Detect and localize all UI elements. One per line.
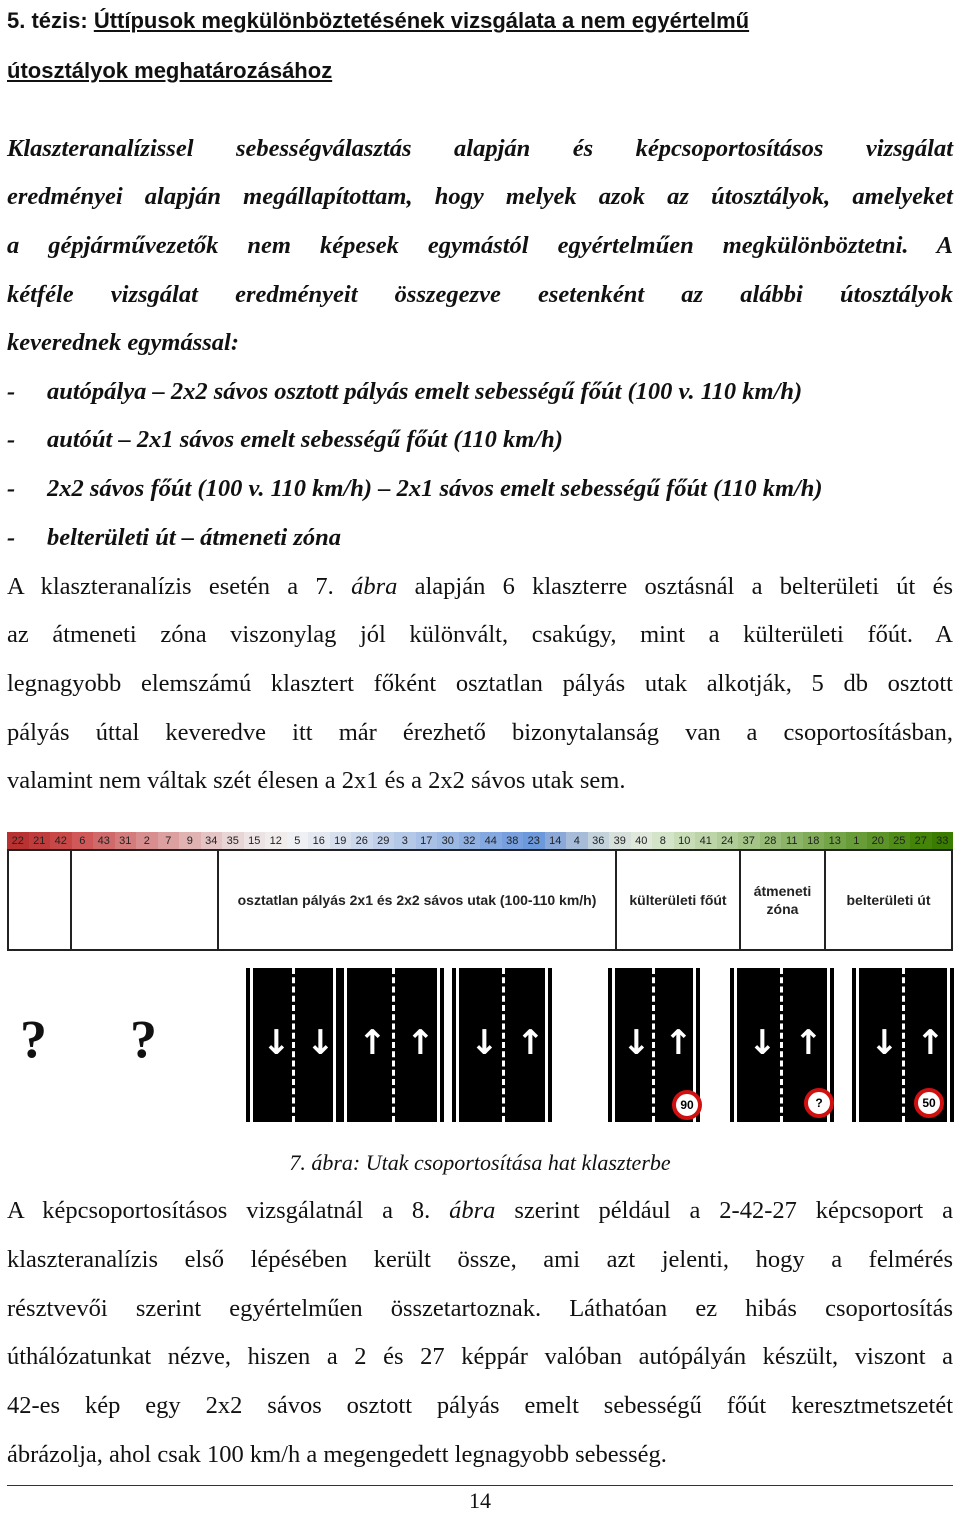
strip-cell: 21 <box>29 832 51 850</box>
intro-line-1: Klaszteranalízissel sebességválasztás alapján és képcsoportosításos vizsgálat <box>7 135 953 162</box>
strip-cell: 33 <box>932 832 954 850</box>
up-arrow-icon: ↑ <box>406 1023 435 1063</box>
speed-limit-sign-icon: ? <box>804 1088 834 1118</box>
strip-cell: 40 <box>631 832 653 850</box>
thesis-number: 5. tézis: <box>7 8 94 33</box>
road-image-divided-2x2 <box>340 968 444 1122</box>
strip-cell: 1 <box>846 832 868 850</box>
list-item: - autóút – 2x1 sávos emelt sebességű főút (110 km/h) <box>7 426 563 453</box>
para1-line-3: legnagyobb elemszámú klasztert főként osztatlan pályás utak alkotják, 5 db osztott <box>7 670 953 697</box>
cluster-box: osztatlan pályás 2x1 és 2x2 sávos utak (100-110 km/h) <box>219 851 617 949</box>
cluster-box: belterületi út <box>846 891 931 908</box>
para1-line-5: valamint nem váltak szét élesen a 2x1 és a 2x2 sávos utak sem. <box>7 767 626 794</box>
strip-cell: 20 <box>867 832 889 850</box>
page-number: 14 <box>469 1488 491 1513</box>
strip-cell: 26 <box>351 832 373 850</box>
strip-cell: 28 <box>760 832 782 850</box>
para2-line-5: 42-es kép egy 2x2 sávos osztott pályás emelt sebességű főút keresztmetszetét <box>7 1392 953 1419</box>
para2-line-6: ábrázolja, ahol csak 100 km/h a megengedett legnagyobb sebesség. <box>7 1441 667 1468</box>
strip-cell: 25 <box>889 832 911 850</box>
para1-line-4: pályás úttal keveredve itt már érezhető bizonytalanság van a csoportosításban, <box>7 719 953 746</box>
up-arrow-icon: ↑ <box>664 1023 693 1063</box>
strip-cell: 24 <box>717 832 739 850</box>
strip-cell: 4 <box>566 832 588 850</box>
strip-cell: 44 <box>480 832 502 850</box>
strip-cell: 9 <box>179 832 201 850</box>
strip-cell: 11 <box>781 832 803 850</box>
list-item: - 2x2 sávos főút (100 v. 110 km/h) – 2x1 sávos emelt sebességű főút (110 km/h) <box>7 475 823 502</box>
cluster-box: külterületi főút <box>617 851 741 949</box>
cluster-color-strip <box>7 832 953 850</box>
down-arrow-icon: ↓ <box>306 1023 335 1063</box>
thesis-title-line1: Úttípusok megkülönböztetésének vizsgálata a nem egyértelmű <box>93 8 750 33</box>
strip-cell: 18 <box>803 832 825 850</box>
cluster-boxes <box>7 849 953 951</box>
strip-cell: 2 <box>136 832 158 850</box>
question-mark-2: ? <box>130 1009 157 1069</box>
down-arrow-icon: ↓ <box>748 1023 777 1063</box>
down-arrow-icon: ↓ <box>870 1023 899 1063</box>
para2-line-3: résztvevői szerint egyértelműen összetartoznak. Láthatóan ez hibás csoportosítás <box>7 1295 953 1322</box>
strip-cell: 31 <box>115 832 137 850</box>
strip-cell: 14 <box>545 832 567 850</box>
road-image-divided-2x2 <box>246 968 340 1122</box>
strip-cell: 34 <box>201 832 223 850</box>
para2-line-1: A képcsoportosításos vizsgálatnál a 8. ábra szerint például a 2-42-27 képcsoport a <box>7 1197 953 1224</box>
strip-cell: 35 <box>222 832 244 850</box>
question-mark-1: ? <box>20 1009 47 1069</box>
strip-cell: 43 <box>93 832 115 850</box>
strip-cell: 13 <box>824 832 846 850</box>
down-arrow-icon: ↓ <box>262 1023 291 1063</box>
strip-cell: 36 <box>588 832 610 850</box>
strip-cell: 23 <box>523 832 545 850</box>
strip-cell: 27 <box>910 832 932 850</box>
strip-cell: 16 <box>308 832 330 850</box>
strip-cell: 22 <box>7 832 29 850</box>
strip-cell: 15 <box>244 832 266 850</box>
para1-line-1: A klaszteranalízis esetén a 7. ábra alapján 6 klaszterre osztásnál a belterületi út és <box>7 573 954 600</box>
strip-cell: 17 <box>416 832 438 850</box>
intro-line-5: keverednek egymással: <box>7 329 239 356</box>
thesis-title-line2: útosztályok meghatározásához <box>7 58 333 83</box>
strip-cell: 29 <box>373 832 395 850</box>
up-arrow-icon: ↑ <box>516 1023 545 1063</box>
up-arrow-icon: ↑ <box>916 1023 945 1063</box>
strip-cell: 37 <box>738 832 760 850</box>
strip-cell: 8 <box>652 832 674 850</box>
para2-line-2: klaszteranalízis első lépésében került össze, ami azt jelenti, hogy a felmérés <box>7 1246 953 1273</box>
strip-cell: 10 <box>674 832 696 850</box>
strip-cell: 3 <box>394 832 416 850</box>
cluster-box <box>72 851 219 949</box>
up-arrow-icon: ↑ <box>794 1023 823 1063</box>
strip-cell: 7 <box>158 832 180 850</box>
strip-cell: 6 <box>72 832 94 850</box>
strip-cell: 30 <box>437 832 459 850</box>
list-item: - autópálya – 2x2 sávos osztott pályás emelt sebességű főút (100 v. 110 km/h) <box>7 378 803 405</box>
road-image-2x1 <box>452 968 552 1122</box>
thesis-heading <box>7 6 953 36</box>
figure-caption: 7. ábra: Utak csoportosítása hat klaszterbe <box>289 1150 671 1175</box>
cluster-box: átmeneti zóna <box>741 851 826 949</box>
strip-cell: 41 <box>695 832 717 850</box>
footer-rule <box>7 1485 953 1486</box>
strip-cell: 38 <box>502 832 524 850</box>
para2-line-4: úthálózatunkat nézve, hiszen a 2 és 27 képpár valóban autópályán készült, viszont a <box>7 1343 953 1370</box>
strip-cell: 39 <box>609 832 631 850</box>
list-item: - belterületi út – átmeneti zóna <box>7 524 342 551</box>
intro-line-2: eredményei alapján megállapítottam, hogy melyek azok az útosztályok, amelyeket <box>7 183 953 210</box>
strip-cell: 12 <box>265 832 287 850</box>
cluster-box <box>9 851 72 949</box>
down-arrow-icon: ↓ <box>622 1023 651 1063</box>
up-arrow-icon: ↑ <box>358 1023 387 1063</box>
strip-cell: 42 <box>50 832 72 850</box>
speed-limit-sign-icon: 50 <box>914 1088 944 1118</box>
strip-cell: 19 <box>330 832 352 850</box>
para1-line-2: az átmeneti zóna viszonylag jól különvált, csakúgy, mint a külterületi főút. A <box>7 621 953 648</box>
strip-cell: 5 <box>287 832 309 850</box>
intro-line-3: a gépjárművezetők nem képesek egymástól egyértelműen megkülönböztetni. A <box>7 232 953 259</box>
strip-cell: 32 <box>459 832 481 850</box>
intro-line-4: kétféle vizsgálat eredményeit összegezve esetenként az alábbi útosztályok <box>7 281 953 308</box>
speed-limit-sign-icon: 90 <box>672 1090 702 1120</box>
down-arrow-icon: ↓ <box>470 1023 499 1063</box>
